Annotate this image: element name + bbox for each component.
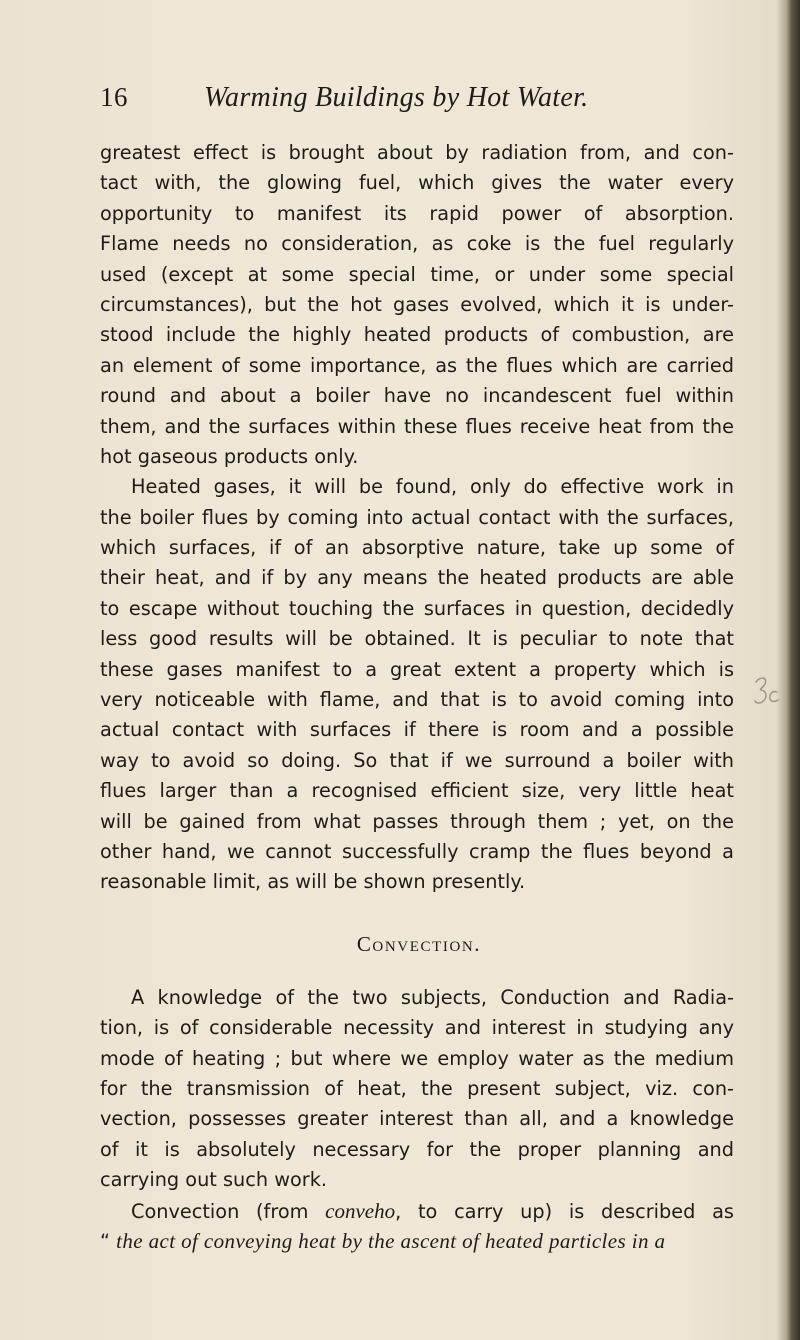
heading-initial: C bbox=[356, 931, 373, 956]
paragraph-convection-intro bbox=[100, 983, 734, 1196]
running-title: Warming Buildings by Hot Water. bbox=[204, 82, 589, 113]
text-line: tact with, the glowing fuel, which gives the water every bbox=[100, 171, 734, 195]
text-line: reasonable limit, as will be shown presently. bbox=[100, 870, 526, 894]
section-heading-convection bbox=[100, 929, 734, 959]
text-line: other hand, we cannot successfully cramp the flues beyond a bbox=[100, 839, 734, 863]
paragraph-heated-gases bbox=[100, 472, 734, 897]
text-line: will be gained from what passes through them ; yet, on the bbox=[100, 809, 734, 833]
text-line: which surfaces, if of an absorptive nature, take up some of bbox=[100, 536, 734, 560]
body-text bbox=[100, 138, 734, 1256]
text-line: less good results will be obtained. It is peculiar to note that bbox=[100, 627, 734, 651]
text-line: mode of heating ; but where we employ water as the medium bbox=[100, 1046, 734, 1070]
handwritten-note-drawing bbox=[752, 672, 780, 712]
text-line: used (except at some special time, or under some special bbox=[100, 262, 734, 286]
text-line: them, and the surfaces within these flues receive heat from the bbox=[100, 414, 734, 438]
page-number: 16 bbox=[100, 82, 128, 112]
text-line: an element of some importance, as the flues which are carried bbox=[100, 353, 734, 377]
text-line: of it is absolutely necessary for the proper planning and bbox=[100, 1137, 734, 1161]
text-line: round and about a boiler have no incandescent fuel within bbox=[100, 384, 734, 408]
paragraph-radiation-end bbox=[100, 138, 734, 472]
text-line: flues larger than a recognised efficient size, very little heat bbox=[100, 779, 734, 803]
running-head bbox=[100, 82, 720, 122]
text-line: hot gaseous products only. bbox=[100, 444, 359, 468]
text-line: Flame needs no consideration, as coke is the fuel regularly bbox=[100, 232, 734, 256]
text-line: opportunity to manifest its rapid power of absorption. bbox=[100, 201, 734, 225]
open-quote: “ bbox=[100, 1229, 117, 1253]
heading-rest: onvection. bbox=[372, 931, 482, 956]
text-line: circumstances), but the hot gases evolved, which it is under- bbox=[100, 292, 734, 316]
text-line bbox=[100, 1196, 734, 1226]
text-span: , to carry up) is described as bbox=[395, 1199, 734, 1223]
text-line: greatest effect is brought about by radiation from, and con- bbox=[100, 141, 734, 164]
text-line: vection, possesses greater interest than all, and a knowledge bbox=[100, 1107, 734, 1131]
text-line: tion, is of considerable necessity and interest in studying any bbox=[100, 1016, 734, 1040]
text-line: the boiler flues by coming into actual contact with the surfaces, bbox=[100, 505, 734, 529]
text-line: Heated gases, it will be found, only do effective work in bbox=[131, 475, 734, 499]
text-line bbox=[100, 1226, 734, 1256]
text-line: for the transmission of heat, the present subject, viz. con- bbox=[100, 1076, 734, 1100]
text-line: to escape without touching the surfaces in question, decidedly bbox=[100, 596, 734, 620]
handwritten-margin-note bbox=[752, 672, 780, 712]
latin-term: conveho bbox=[325, 1198, 396, 1223]
text-line: actual contact with surfaces if there is room and a possible bbox=[100, 718, 734, 742]
text-line: carrying out such work. bbox=[100, 1168, 327, 1192]
text-line: their heat, and if by any means the heated products are able bbox=[100, 566, 734, 590]
page-edge-shadow bbox=[786, 0, 800, 1340]
quoted-definition: the act of conveying heat by the ascent of heated particles in a bbox=[116, 1228, 666, 1253]
text-line: very noticeable with flame, and that is to avoid coming into bbox=[100, 688, 734, 712]
text-line: stood include the highly heated products of combustion, are bbox=[100, 323, 734, 347]
text-line: these gases manifest to a great extent a property which is bbox=[100, 657, 734, 681]
text-line: way to avoid so doing. So that if we surround a boiler with bbox=[100, 748, 734, 772]
text-line: A knowledge of the two subjects, Conduction and Radia- bbox=[131, 985, 734, 1009]
text-span: Convection (from bbox=[131, 1199, 326, 1223]
paragraph-convection-definition bbox=[100, 1196, 734, 1257]
